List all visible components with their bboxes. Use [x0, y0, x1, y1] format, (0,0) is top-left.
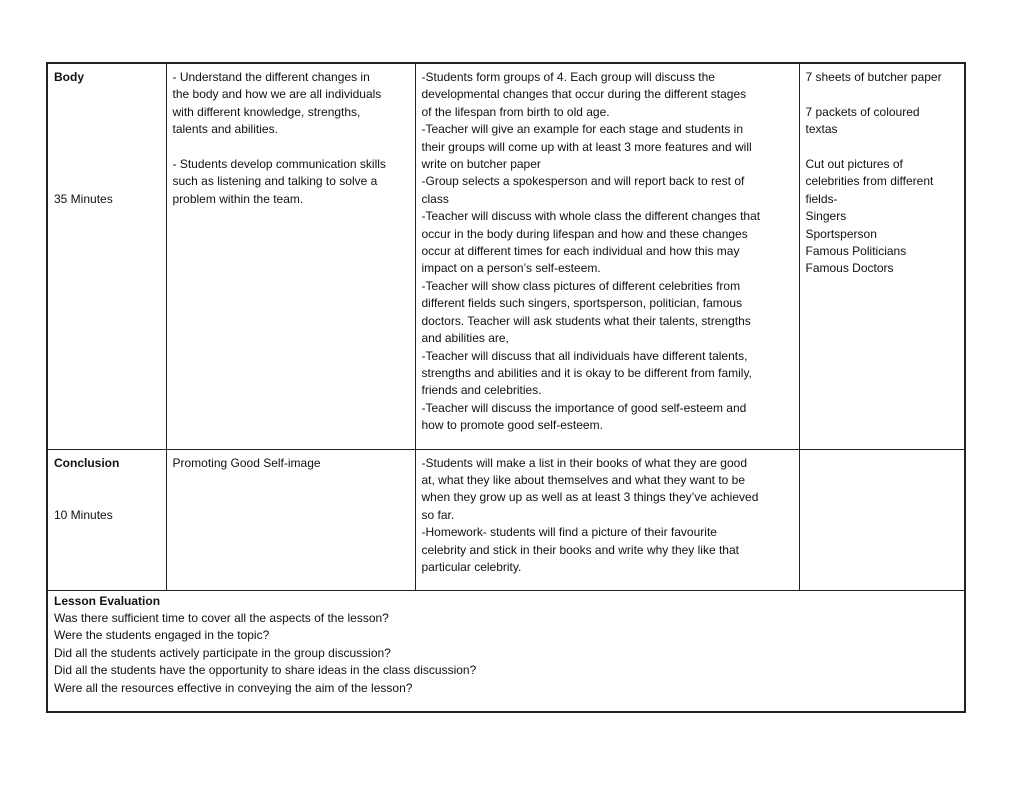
resources-cell [799, 449, 965, 590]
blank-line [806, 86, 959, 103]
text-line: Did all the students actively participate in the group discussion? [54, 645, 391, 660]
text-line: the body and how we are all individuals [172, 87, 382, 102]
text-line: Were all the resources effective in conveying the aim of the lesson? [54, 680, 413, 695]
text-line: -Teacher will discuss that all individuals have different talents, [421, 348, 748, 363]
text-line: doctors. Teacher will ask students what their talents, strengths [421, 313, 751, 328]
text-line: -Homework- students will find a picture of their favourite [421, 525, 717, 540]
text-line: Did all the students have the opportunity to share ideas in the class discussion? [54, 663, 477, 678]
aims-cell [166, 449, 415, 590]
blank-line [806, 139, 959, 156]
text-line: their groups will come up with at least 3 more features and will [421, 139, 752, 154]
text-line: Famous Politicians [805, 244, 907, 259]
text-line: at, what they like about themselves and what they want to be [421, 472, 746, 487]
text-line: problem within the team. [172, 191, 304, 206]
text-line: Promoting Good Self-image [172, 455, 321, 470]
text-line: textas [805, 122, 838, 137]
duration-label: 35 Minutes [54, 191, 113, 206]
aims-list [173, 69, 409, 208]
text-line: 7 sheets of butcher paper [805, 70, 942, 84]
evaluation-cell [47, 590, 965, 712]
lesson-plan-table [46, 62, 966, 713]
text-line: when they grow up as well as at least 3 things they’ve achieved [421, 490, 759, 505]
text-line: -Teacher will discuss the importance of good self-esteem and [421, 400, 747, 415]
text-line: Cut out pictures of [805, 157, 903, 171]
text-line: -Teacher will discuss with whole class the different changes that [421, 209, 761, 224]
text-line: strengths and abilities and it is okay to be different from family, [421, 365, 752, 380]
text-line: -Students form groups of 4. Each group will discuss the [421, 70, 715, 84]
text-line: - Students develop communication skills [172, 157, 386, 172]
text-line: Famous Doctors [805, 261, 894, 276]
text-line: occur at different times for each individual and how this may [421, 244, 740, 259]
aims-list [173, 455, 409, 472]
conclusion-row [47, 449, 965, 590]
section-title: Conclusion [54, 455, 120, 470]
activities-cell [415, 449, 799, 590]
duration-label: 10 Minutes [54, 507, 113, 522]
text-line: Singers [805, 209, 847, 224]
text-line: fields- [805, 191, 838, 206]
resources-list [806, 69, 959, 278]
aims-cell [166, 63, 415, 449]
text-line: with different knowledge, strengths, [172, 104, 361, 119]
section-cell [47, 63, 166, 449]
text-line: -Teacher will show class pictures of different celebrities from [421, 278, 741, 293]
text-line: impact on a person’s self-esteem. [421, 261, 601, 276]
activities-cell [415, 63, 799, 449]
text-line: friends and celebrities. [421, 383, 542, 398]
text-line: Sportsperson [805, 226, 877, 241]
evaluation-row [47, 590, 965, 712]
body-row [47, 63, 965, 449]
text-line: how to promote good self-esteem. [421, 418, 603, 433]
text-line: - Understand the different changes in [172, 70, 370, 84]
activities-list [422, 455, 793, 577]
text-line: talents and abilities. [172, 122, 278, 137]
text-line: and abilities are, [421, 331, 509, 346]
text-line: particular celebrity. [421, 559, 522, 574]
text-line: -Group selects a spokesperson and will report back to rest of [421, 174, 745, 189]
text-line: celebrity and stick in their books and write why they like that [421, 542, 739, 557]
text-line: -Students will make a list in their books of what they are good [421, 455, 747, 470]
text-line: different fields such singers, sportsperson, politician, famous [421, 296, 743, 311]
text-line: such as listening and talking to solve a [172, 174, 378, 189]
text-line: write on butcher paper [421, 157, 541, 172]
text-line: Were the students engaged in the topic? [54, 628, 270, 643]
section-cell [47, 449, 166, 590]
text-line: 7 packets of coloured [805, 104, 920, 119]
resources-cell [799, 63, 965, 449]
evaluation-heading: Lesson Evaluation [54, 593, 161, 608]
text-line: celebrities from different [805, 174, 934, 189]
text-line: of the lifespan from birth to old age. [421, 104, 610, 119]
text-line: so far. [421, 507, 455, 522]
text-line: class [421, 191, 449, 206]
text-line: occur in the body during lifespan and how and these changes [421, 226, 748, 241]
text-line: -Teacher will give an example for each stage and students in [421, 122, 744, 137]
activities-list [422, 69, 793, 435]
evaluation-questions [54, 610, 958, 697]
section-title: Body [54, 70, 84, 84]
text-line: developmental changes that occur during the different stages [421, 87, 747, 102]
blank-line [173, 139, 409, 156]
text-line: Was there sufficient time to cover all the aspects of the lesson? [54, 610, 389, 625]
